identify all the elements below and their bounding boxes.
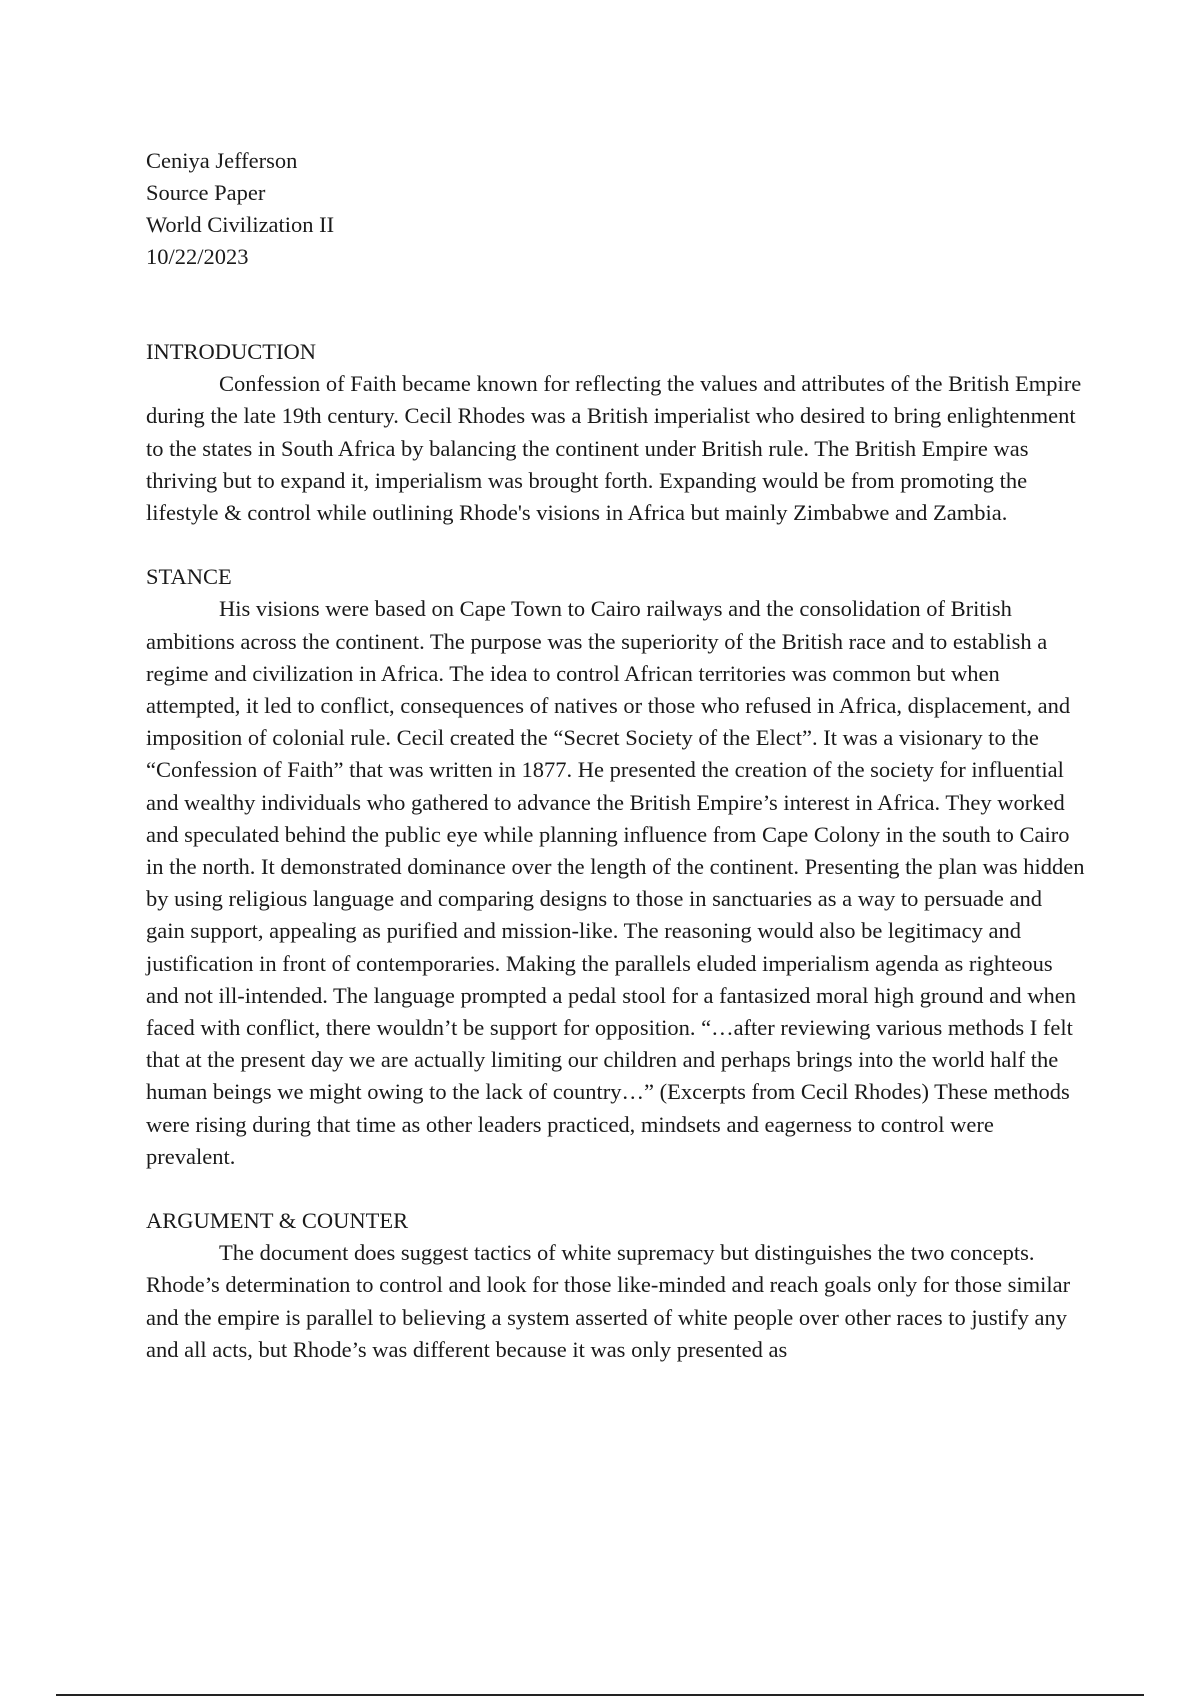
- section-title-introduction: INTRODUCTION: [146, 339, 316, 364]
- course-name: World Civilization II: [146, 212, 335, 237]
- document-body: [146, 336, 1086, 1398]
- assignment-title: Source Paper: [146, 180, 266, 205]
- section-title-stance: STANCE: [146, 564, 232, 590]
- section-text-introduction: Confession of Faith became known for reflecting the values and attributes of the British Empire during the late 19th century. Cecil Rhodes was a British imperialist who desired to bring enlightenment to the states in South Africa by balancing the continent under British rule. The British Empire was thriving but to expand it, imperialism was brought forth. Expanding would be from promoting the lifestyle & control while outlining Rhode's visions in Africa but mainly Zimbabwe and Zambia.: [146, 371, 1082, 526]
- document-date: 10/22/2023: [146, 244, 249, 269]
- section-stance: [146, 561, 1086, 1173]
- section-introduction: [146, 336, 1086, 529]
- author-name: Ceniya Jefferson: [146, 148, 298, 173]
- page-bottom-divider: [56, 1694, 1144, 1696]
- document-header: [146, 145, 334, 273]
- section-title-argument: ARGUMENT & COUNTER: [146, 1208, 409, 1234]
- section-text-argument: The document does suggest tactics of white supremacy but distinguishes the two concepts. Rhode’s determination to control and look for those like-minded and reach goals only for those similar and the empire is parallel to believing a system asserted of white people over other races to justify any and all acts, but Rhode’s was different because it was only presented as: [146, 1240, 1071, 1362]
- section-text-stance: His visions were based on Cape Town to Cairo railways and the consolidation of British ambitions across the continent. The purpose was the superiority of the British race and to establish a regime and civilization in Africa. The idea to control African territories was common but when attempted, it led to conflict, consequences of natives or those who refused in Africa, displacement, and imposition of colonial rule. Cecil created the “Secret Society of the Elect”. It was a visionary to the “Confession of Faith” that was written in 1877. He presented the creation of the society for influential and wealthy individuals who gathered to advance the British Empire’s interest in Africa. They worked and speculated behind the public eye while planning influence from Cape Colony in the south to Cairo in the north. It demonstrated dominance over the length of the continent. Presenting the plan was hidden by using religious language and comparing designs to those in sanctuaries as a way to persuade and gain support, appealing as purified and mission-like. The reasoning would also be legitimacy and justification in front of contemporaries. Making the parallels eluded imperialism agenda as righteous and not ill-intended. The language prompted a pedal stool for a fantasized moral high ground and when faced with conflict, there wouldn’t be support for opposition. “…after reviewing various methods I felt that at the present day we are actually limiting our children and perhaps brings into the world half the human beings we might owing to the lack of country…” (Excerpts from Cecil Rhodes) These methods were rising during that time as other leaders practiced, mindsets and eagerness to control were prevalent.: [146, 596, 1085, 1169]
- section-argument: [146, 1205, 1086, 1366]
